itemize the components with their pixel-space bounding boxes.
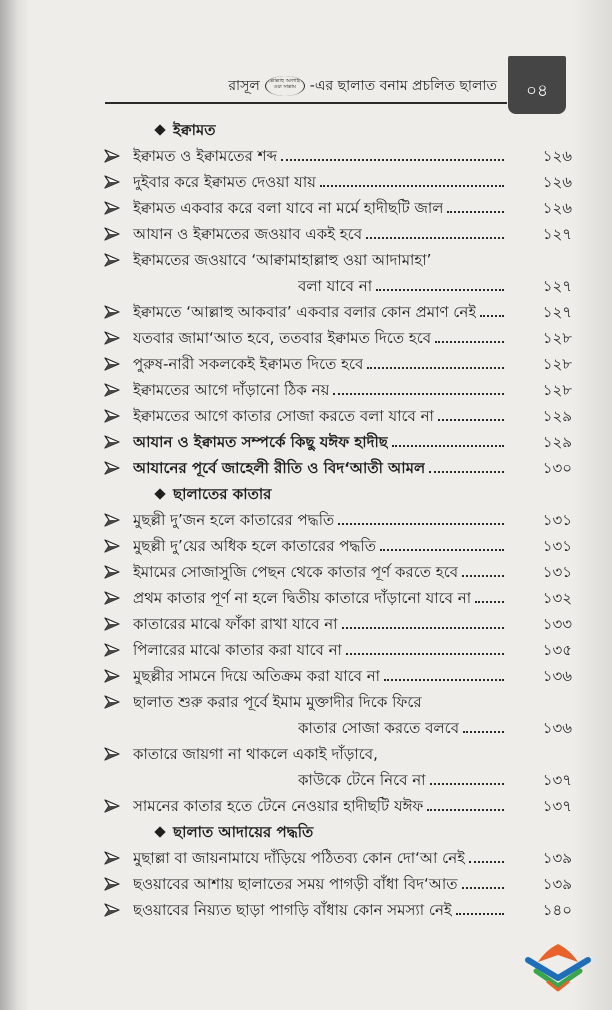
toc-entry [100, 793, 572, 819]
toc-entry-line [100, 377, 572, 403]
entry-title: ইক্বামতের জওয়াবে ‘আক্বামাহাল্লাহু ওয়া আদামাহা’ [133, 251, 432, 269]
toc-entry-line [100, 351, 572, 377]
dot-leader [333, 393, 504, 395]
dot-leader [447, 211, 504, 213]
arrowhead-bullet-icon [100, 533, 133, 559]
toc-entry-line [100, 143, 572, 169]
entry-title: ইমামের সোজাসুজি পেছন থেকে কাতার পূর্ণ করতে হবে [133, 563, 459, 581]
entry-page-number: ১৩১ [542, 563, 572, 581]
entry-page-number: ১২৬ [542, 199, 572, 217]
toc-entry [100, 169, 572, 195]
entry-page-number: ১২৭ [542, 277, 572, 295]
toc-entry [100, 325, 572, 351]
dot-leader [346, 653, 504, 655]
arrowhead-bullet-icon [100, 611, 133, 637]
arrowhead-bullet-icon [100, 689, 133, 715]
dot-leader [438, 419, 504, 421]
toc-entry-line [100, 429, 572, 455]
toc-entry-line [100, 403, 572, 429]
toc-entry [100, 143, 572, 169]
section-heading [100, 481, 572, 507]
entry-title: ইক্বামত ও ইক্বামতের শব্দ [133, 147, 278, 165]
entry-page-number: ১৩৭ [542, 771, 572, 789]
diamond-bullet-icon [154, 488, 165, 499]
toc-entry-line [100, 741, 572, 767]
toc-entry [100, 559, 572, 585]
entry-title: দুইবার করে ইক্বামত দেওয়া যায় [133, 173, 316, 191]
entry-page-number: ১২৬ [542, 147, 572, 165]
arrowhead-bullet-icon [100, 455, 133, 481]
toc-entry [100, 689, 572, 741]
toc [100, 117, 572, 923]
toc-entry [100, 871, 572, 897]
toc-entry-line [100, 273, 572, 299]
arrowhead-bullet-icon [100, 403, 133, 429]
entry-title: কাতারের মাঝে ফাঁকা রাখা যাবে না [133, 615, 338, 633]
toc-entry-line [100, 897, 572, 923]
honorific-seal [265, 76, 305, 96]
dot-leader [463, 731, 504, 733]
arrowhead-bullet-icon [100, 507, 133, 533]
section-title: ইক্বামত [173, 121, 216, 139]
entry-page-number: ১৩১ [542, 537, 572, 555]
dot-leader [281, 159, 504, 161]
entry-page-number: ১৩২ [542, 589, 572, 607]
dot-leader [367, 367, 504, 369]
entry-title: কাতার সোজা করতে বলবে [298, 719, 460, 737]
entry-title: মুছল্লী দু’য়ের অধিক হলে কাতারের পদ্ধতি [133, 537, 377, 555]
entry-page-number: ১২৯ [542, 433, 572, 451]
header-rule [105, 102, 507, 104]
toc-entry [100, 637, 572, 663]
page-edge-shadow [572, 0, 612, 1010]
arrowhead-bullet-icon [100, 299, 133, 325]
toc-entry [100, 299, 572, 325]
entry-title: আযান ও ইক্বামতের জওয়াব একই হবে [133, 225, 363, 243]
toc-entry-line [100, 767, 572, 793]
entry-title: কাতারে জায়গা না থাকলে একাই দাঁড়াবে, [133, 745, 378, 763]
arrowhead-bullet-icon [100, 585, 133, 611]
toc-entry [100, 455, 572, 481]
entry-page-number: ১৩৬ [542, 719, 572, 737]
entry-page-number: ১৩০ [542, 459, 572, 477]
entry-page-number: ১২৭ [542, 303, 572, 321]
running-header [228, 76, 497, 96]
section-title: ছালাতের কাতার [173, 485, 272, 503]
toc-entry [100, 663, 572, 689]
arrowhead-bullet-icon [100, 871, 133, 897]
arrowhead-bullet-icon [100, 195, 133, 221]
entry-page-number: ১৩৭ [542, 797, 572, 815]
logo-orange-arc [538, 944, 578, 962]
section-heading [100, 819, 572, 845]
entry-page-number: ১৪০ [542, 901, 572, 919]
toc-entry [100, 611, 572, 637]
dot-leader [366, 237, 504, 239]
dot-leader [392, 445, 504, 447]
dot-leader [429, 471, 504, 473]
dot-leader [427, 809, 504, 811]
entry-title: মুছাল্লা বা জায়নামাযে দাঁড়িয়ে পঠিতব্য কোন দো‘আ নেই [133, 849, 465, 867]
toc-entry [100, 897, 572, 923]
entry-title: পিলারের মাঝে কাতার করা যাবে না [133, 641, 342, 659]
arrowhead-bullet-icon [100, 143, 133, 169]
entry-title: কাউকে টেনে নিবে না [298, 771, 426, 789]
entry-page-number: ১৩৩ [542, 615, 572, 633]
header-title-start: রাসূল [228, 78, 260, 94]
toc-entry-line [100, 507, 572, 533]
toc-entry-line [100, 195, 572, 221]
toc-entry-line [100, 585, 572, 611]
arrowhead-bullet-icon [100, 741, 133, 767]
arrowhead-bullet-icon [100, 559, 133, 585]
dot-leader [380, 549, 504, 551]
toc-entry [100, 351, 572, 377]
entry-title: ইক্বামতের আগে দাঁড়ানো ঠিক নয় [133, 381, 330, 399]
entry-title: ইক্বামতের আগে কাতার সোজা করতে বলা যাবে না [133, 407, 434, 425]
entry-title: যতবার জামা‘আত হবে, ততবার ইক্বামত দিতে হবে [133, 329, 432, 347]
toc-entry-line [100, 325, 572, 351]
entry-page-number: ১২৮ [542, 355, 572, 373]
toc-entry [100, 377, 572, 403]
entry-title: ইক্বামত একবার করে বলা যাবে না মর্মে হাদীছটি জাল [133, 199, 444, 217]
dot-leader [456, 913, 504, 915]
arrowhead-bullet-icon [100, 325, 133, 351]
entry-page-number: ১৩৯ [542, 875, 572, 893]
dot-leader [376, 289, 504, 291]
toc-entry [100, 845, 572, 871]
entry-page-number: ১৩৯ [542, 849, 572, 867]
dot-leader [320, 185, 504, 187]
toc-entry-line [100, 689, 572, 715]
entry-title: পুরুষ-নারী সকলকেই ইক্বামত দিতে হবে [133, 355, 364, 373]
toc-entry-line [100, 715, 572, 741]
toc-entry [100, 507, 572, 533]
dot-leader [462, 887, 504, 889]
entry-title: ছালাত শুরু করার পূর্বে ইমাম মুক্তাদীর দিকে ফিরে [133, 693, 422, 711]
entry-title: আযানের পূর্বে জাহেলী রীতি ও বিদ‘আতী আমল [133, 459, 426, 477]
section-title: ছালাত আদায়ের পদ্ধতি [173, 823, 314, 841]
entry-title: ছওয়াবের আশায় ছালাতের সময় পাগড়ী বাঁধা বিদ‘আত [133, 875, 458, 893]
toc-entry-line [100, 637, 572, 663]
page-curl-shadow [0, 0, 30, 1010]
toc-entry [100, 533, 572, 559]
dot-leader [475, 601, 504, 603]
toc-entry [100, 429, 572, 455]
toc-entry-line [100, 663, 572, 689]
entry-title: সামনের কাতার হতে টেনে নেওয়ার হাদীছটি যঈফ [133, 797, 424, 815]
toc-entry-line [100, 299, 572, 325]
entry-title: ইক্বামতে ‘আল্লাহু আকবার’ একবার বলার কোন প্রমাণ নেই [133, 303, 477, 321]
diamond-bullet-icon [154, 826, 165, 837]
arrowhead-bullet-icon [100, 845, 133, 871]
toc-entry-line [100, 169, 572, 195]
entry-page-number: ১৩৫ [542, 641, 572, 659]
entry-title: প্রথম কাতার পূর্ণ না হলে দ্বিতীয় কাতারে দাঁড়ানো যাবে না [133, 589, 472, 607]
entry-title: মুছল্লীর সামনে দিয়ে অতিক্রম করা যাবে না [133, 667, 381, 685]
dot-leader [480, 315, 504, 317]
dot-leader [430, 783, 504, 785]
entry-page-number: ১২৮ [542, 329, 572, 347]
arrowhead-bullet-icon [100, 663, 133, 689]
toc-entry-line [100, 611, 572, 637]
dot-leader [342, 627, 504, 629]
entry-page-number: ১৩১ [542, 511, 572, 529]
entry-page-number: ১২৯ [542, 407, 572, 425]
toc-entry-line [100, 559, 572, 585]
dot-leader [469, 861, 504, 863]
entry-title: আযান ও ইক্বামত সম্পর্কে কিছু যঈফ হাদীছ [133, 433, 388, 451]
seal-text: ছাল্লাল্লাহু আলাইহি ওয়া সাল্লাম [266, 78, 304, 90]
entry-page-number: ১২৭ [542, 225, 572, 243]
entry-page-number: ১২৮ [542, 381, 572, 399]
toc-entry [100, 741, 572, 793]
toc-entry-line [100, 455, 572, 481]
entry-page-number: ১৩৬ [542, 667, 572, 685]
toc-entry-line [100, 793, 572, 819]
entry-title: ছওয়াবের নিয়্যত ছাড়া পাগড়ি বাঁধায় কোন সমস্যা নেই [133, 901, 452, 919]
arrowhead-bullet-icon [100, 637, 133, 663]
arrowhead-bullet-icon [100, 793, 133, 819]
publisher-logo [522, 938, 594, 994]
toc-entry-line [100, 533, 572, 559]
toc-entry [100, 247, 572, 299]
entry-page-number: ১২৬ [542, 173, 572, 191]
toc-entry-line [100, 247, 572, 273]
arrowhead-bullet-icon [100, 429, 133, 455]
dot-leader [462, 575, 504, 577]
arrowhead-bullet-icon [100, 221, 133, 247]
arrowhead-bullet-icon [100, 169, 133, 195]
dot-leader [338, 523, 504, 525]
section-heading [100, 117, 572, 143]
page-number-tab [508, 56, 566, 114]
dot-leader [384, 679, 504, 681]
toc-entry-line [100, 845, 572, 871]
toc-entry [100, 195, 572, 221]
arrowhead-bullet-icon [100, 247, 133, 273]
header-title-end: -এর ছালাত বনাম প্রচলিত ছালাত [309, 78, 497, 94]
arrowhead-bullet-icon [100, 351, 133, 377]
toc-entry-line [100, 871, 572, 897]
diamond-bullet-icon [154, 124, 165, 135]
entry-title: বলা যাবে না [298, 277, 373, 295]
toc-entry [100, 585, 572, 611]
toc-entry [100, 403, 572, 429]
arrowhead-bullet-icon [100, 897, 133, 923]
page-number: ০৪ [525, 81, 549, 101]
entry-title: মুছল্লী দু’জন হলে কাতারের পদ্ধতি [133, 511, 335, 529]
arrowhead-bullet-icon [100, 377, 133, 403]
toc-entry [100, 221, 572, 247]
dot-leader [435, 341, 504, 343]
toc-entry-line [100, 221, 572, 247]
